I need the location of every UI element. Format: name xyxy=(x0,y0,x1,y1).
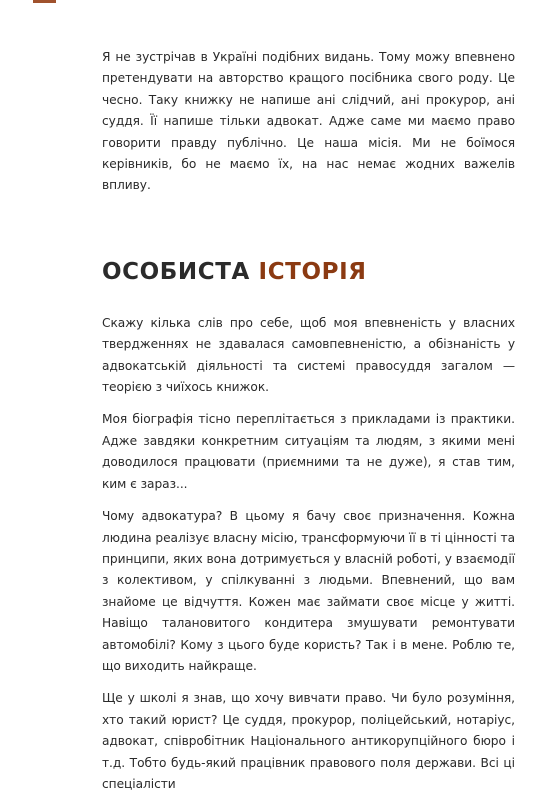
page-content xyxy=(102,47,515,806)
body-paragraph-2: Моя біографія тісно переплітається з прикладами із практики. Адже завдяки конкретним ситуаціям та людям, з якими мені доводилося працювати (приємними та не дуже), я став тим, ким є зараз... xyxy=(102,412,515,491)
section-heading-main: ОСОБИСТА xyxy=(102,258,250,285)
section-heading-accent: ІСТОРІЯ xyxy=(258,258,367,285)
section-heading xyxy=(102,257,515,287)
intro-paragraph: Я не зустрічав в Україні подібних видань. Тому можу впевнено претендувати на авторство кращого посібника свого роду. Це чесно. Таку книжку не напише ані слідчий, ані прокурор, ані суддя. Її напише тільки адвокат. Адже саме ми маємо право говорити правду публічно. Це наша місія. Ми не боїмося керівників, бо не маємо їх, на нас немає жодних важелів впливу. xyxy=(102,50,515,193)
body-paragraph-3: Чому адвокатура? В цьому я бачу своє призначення. Кожна людина реалізує власну місію, трансформуючи її в ті цінності та принципи, яких вона дотримується у власній роботі, у взаємодії з колективом, у спілкуванні з людьми. Впевнений, що вам знайоме це відчуття. Кожен має займати своє місце у житті. Навіщо талановитого кондитера змушувати ремонтувати автомобілі? Кому з цього буде користь? Так і в мене. Роблю те, що виходить найкраще. xyxy=(102,509,515,673)
body-paragraph-4: Ще у школі я знав, що хочу вивчати право. Чи було розуміння, хто такий юрист? Це суддя, прокурор, поліцейський, нотаріус, адвокат, співробітник Національного антикорупційного бюро і т.д. Тобто будь-який працівник правового поля держави. Всі ці спеціалісти xyxy=(102,691,515,791)
top-accent-bar xyxy=(33,0,56,3)
body-paragraph-1: Скажу кілька слів про себе, щоб моя впевненість у власних твердженнях не здавалася самовпевненістю, а обізнаність у адвокатській діяльності та системі правосуддя загалом — теорією з чиїхось книжок. xyxy=(102,315,515,395)
